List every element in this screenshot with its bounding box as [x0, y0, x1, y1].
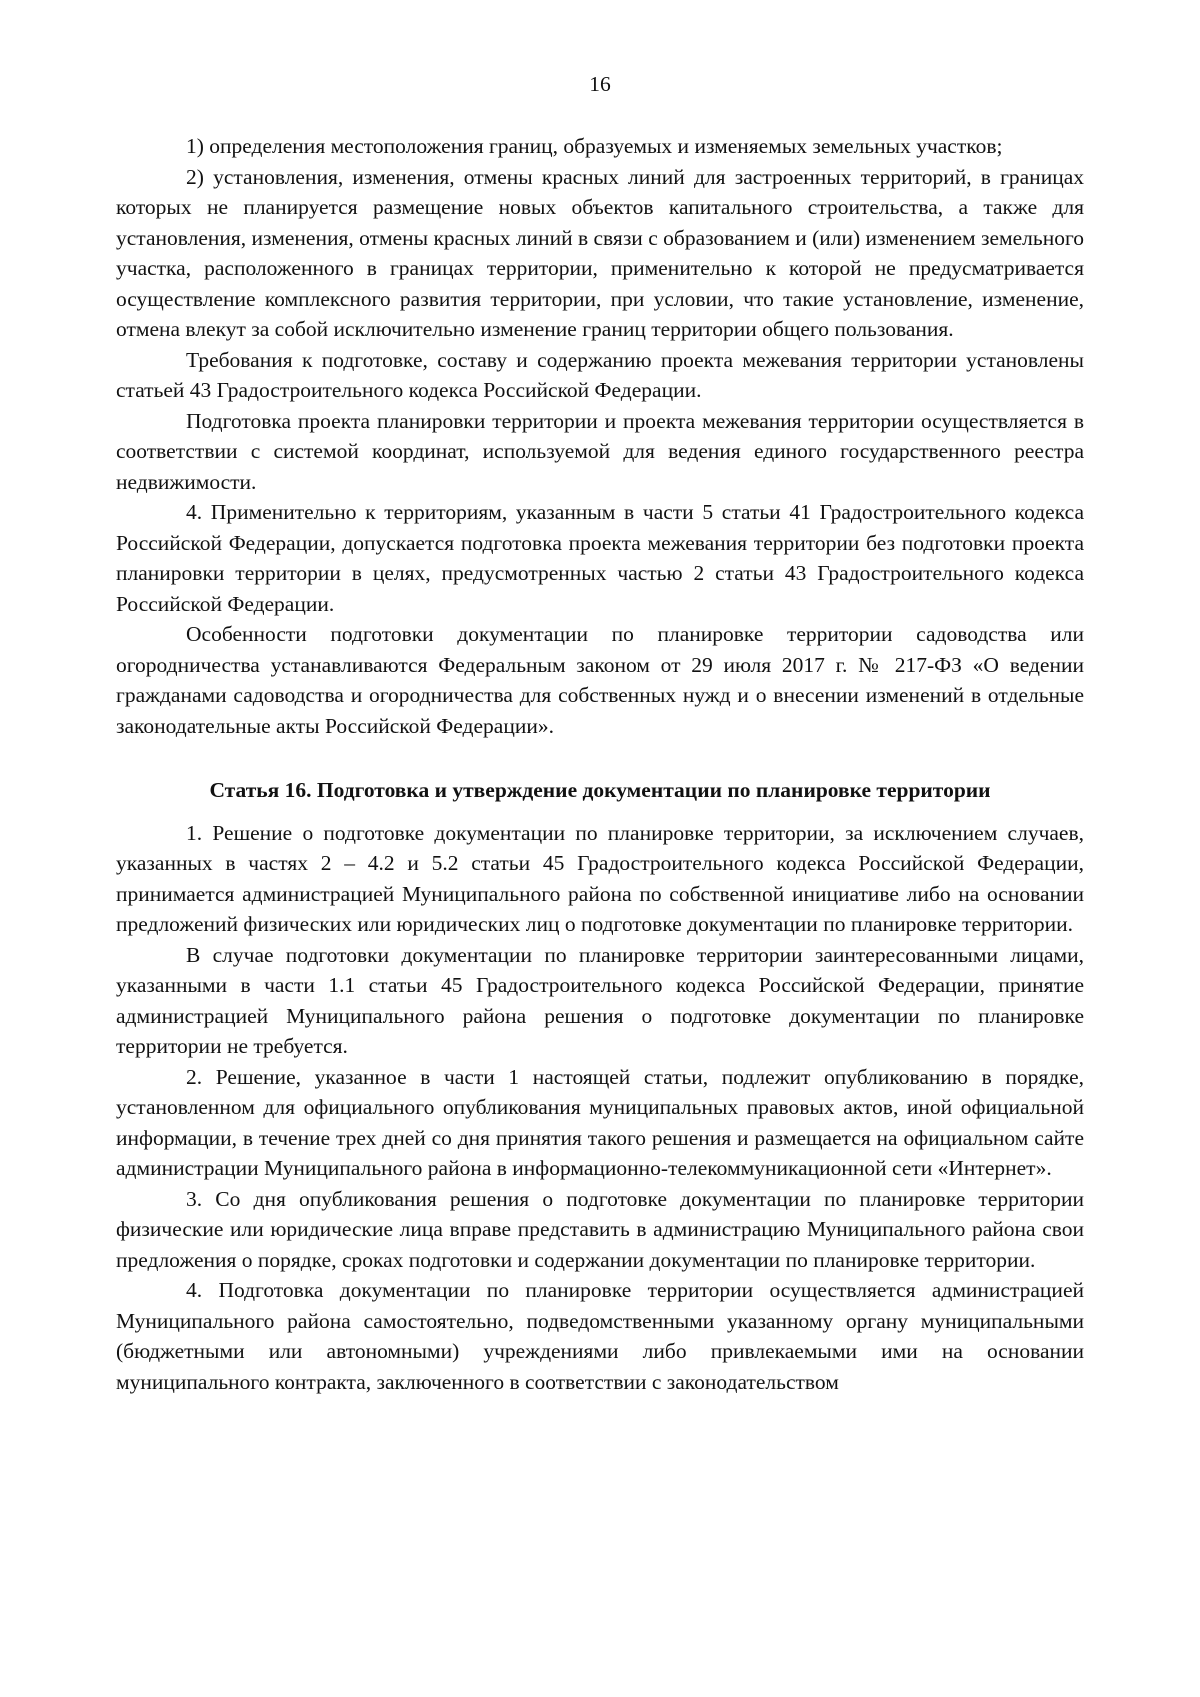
paragraph: 3. Со дня опубликования решения о подготовке документации по планировке территории физические или юридические лица вправе представить в администрацию Муниципального района свои предложения о порядке, сроках подготовки и содержании документации по планировке территории. [116, 1186, 1084, 1272]
paragraph: 1) определения местоположения границ, образуемых и изменяемых земельных участков; [186, 134, 1003, 158]
paragraph: Особенности подготовки документации по планировке территории садоводства или огородничества устанавливаются Федеральным законом от 29 июля 2017 г. № 217-ФЗ «О ведении гражданами садоводства и огородничества для собственных нужд и о внесении изменений в отдельные законодательные акты Российской Федерации». [116, 622, 1084, 738]
paragraph: 2. Решение, указанное в части 1 настоящей статьи, подлежит опубликованию в порядке, установленном для официального опубликования муниципальных правовых актов, иной официальной информации, в течение трех дней со дня принятия такого решения и размещается на официальном сайте администрации Муниципального района в информационно-телекоммуникационной сети «Интернет». [116, 1064, 1084, 1180]
page-content [116, 131, 1084, 1397]
paragraph: В случае подготовки документации по планировке территории заинтересованными лицами, указанными в части 1.1 статьи 45 Градостроительного кодекса Российской Федерации, принятие администрацией Муниципального района решения о подготовке документации по планировке территории не требуется. [116, 942, 1084, 1058]
paragraph: Требования к подготовке, составу и содержанию проекта межевания территории установлены статьей 43 Градостроительного кодекса Российской Федерации. [116, 347, 1084, 402]
paragraph: 4. Подготовка документации по планировке территории осуществляется администрацией Муниципального района самостоятельно, подведомственными указанному органу муниципальными (бюджетными или автономными) учреждениями либо привлекаемыми ими на основании муниципального контракта, заключенного в соответствии с законодательством [116, 1278, 1084, 1394]
article-heading: Статья 16. Подготовка и утверждение документации по планировке территории [209, 778, 991, 802]
paragraph: Подготовка проекта планировки территории и проекта межевания территории осуществляется в соответствии с системой координат, используемой для ведения единого государственного реестра недвижимости. [116, 408, 1084, 494]
paragraph: 2) установления, изменения, отмены красных линий для застроенных территорий, в границах которых не планируется размещение новых объектов капитального строительства, а также для установления, изменения, отмены красных линий в связи с образованием и (или) изменением земельного участка, расположенного в границах территории, применительно к которой не предусматривается осуществление комплексного развития территории, при условии, что такие установление, изменение, отмена влекут за собой исключительно изменение границ территории общего пользования. [116, 164, 1084, 341]
page-number: 16 [589, 72, 611, 96]
paragraph: 1. Решение о подготовке документации по планировке территории, за исключением случаев, указанных в частях 2 – 4.2 и 5.2 статьи 45 Градостроительного кодекса Российской Федерации, принимается администрацией Муниципального района по собственной инициативе либо на основании предложений физических или юридических лиц о подготовке документации по планировке территории. [116, 820, 1084, 936]
paragraph: 4. Применительно к территориям, указанным в части 5 статьи 41 Градостроительного кодекса Российской Федерации, допускается подготовка проекта межевания территории без подготовки проекта планировки территории в целях, предусмотренных частью 2 статьи 43 Градостроительного кодекса Российской Федерации. [116, 500, 1084, 616]
